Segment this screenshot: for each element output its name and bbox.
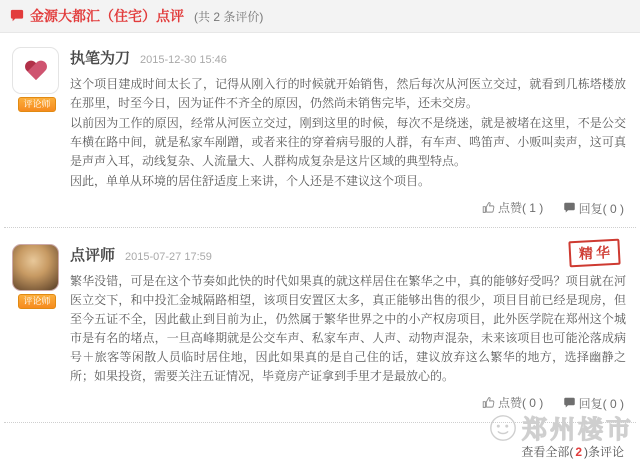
reply-button[interactable] (563, 395, 624, 412)
reviewer-username[interactable]: 点评师 (70, 247, 116, 264)
avatar[interactable] (12, 47, 59, 94)
reviewer-avatar-column (12, 47, 62, 112)
comment-bubble-icon (10, 9, 24, 23)
reply-label: 回复( 0 ) (578, 396, 624, 411)
watermark-text: 郑州楼市 (521, 416, 634, 444)
bottom-area (0, 416, 640, 468)
thumb-up-icon (482, 201, 495, 214)
like-label: 点赞( 1 ) (497, 201, 544, 215)
review-body (70, 272, 626, 386)
review-paragraph: 这个项目建成时间太长了，记得从刚入行的时候就开始销售，然后每次从河医立交过，就看到几栋塔楼放在那里，时至今日，因为证件不齐全的原因，仍然尚未销售完毕，还未交房。 (70, 77, 626, 110)
property-review-title[interactable]: 金源大都汇（住宅）点评 (30, 8, 184, 24)
essence-stamp-badge: 精华 (568, 239, 620, 268)
review-timestamp: 2015-12-30 15:46 (140, 54, 227, 66)
view-all-suffix: )条评论 (584, 445, 624, 459)
reply-label: 回复( 0 ) (578, 201, 624, 216)
review-divider (4, 227, 636, 228)
review-paragraph: 因此，单单从环境的居住舒适度上来讲，个人还是不建议这个项目。 (70, 174, 431, 188)
like-button[interactable] (482, 199, 543, 216)
reply-bubble-icon (563, 202, 576, 214)
review-section-header (0, 0, 640, 33)
review-item (0, 230, 640, 420)
review-body (70, 75, 626, 191)
view-all-comments-link[interactable] (14, 425, 626, 468)
review-paragraph: 繁华没错，可是在这个节奏如此快的时代如果真的就这样居住在繁华之中，真的能够好受吗？项目就在河医立交下，和中投汇金城隔路相望，该项目安置区太多，真正能够出售的很少，项目目前已经是现房，但至今五证不全，因此截止到目前为止，仍然属于繁华世界之中的小产权房项目，此外医学院在郑州这个城市是有名的堵点，一旦高峰期就是公交车声、私家车声、人声、动物声混杂，未来该项目也可能沦落成病号＋旅客等闲散人员临时居住地，因此如果真的是自己住的话，建议放弃这么繁华的地方，选择幽静之所；如果投资，需要关注五证情况，毕竟房产证拿到手里才是最放心的。 (70, 274, 626, 383)
like-label: 点赞( 0 ) (497, 396, 544, 410)
review-timestamp: 2015-07-27 17:59 (125, 251, 212, 263)
bottom-divider (4, 422, 636, 423)
avatar[interactable] (12, 244, 59, 291)
reviewer-avatar-column (12, 244, 62, 309)
view-all-prefix: 查看全部( (521, 445, 574, 459)
reply-button[interactable] (563, 200, 624, 217)
review-item (0, 33, 640, 225)
view-all-count: 2 (575, 445, 582, 459)
reviewer-username[interactable]: 执笔为刀 (70, 50, 131, 67)
review-paragraph: 以前因为工作的原因，经常从河医立交过，刚到这里的时候，每次不是绕迷，就是被堵在这里，不是公交车横在路中间，就是私家车剐蹭，或者来往的穿着病号服的人群，有车声、鸣笛声、小贩叫卖声，这可真是声声入耳，动线复杂、人流量大、人群构成复杂是这片区域的典型特点。 (70, 116, 626, 168)
reviewer-role-badge: 评论师 (18, 294, 55, 309)
reviewer-role-badge: 评论师 (18, 97, 55, 112)
review-count: (共 2 条评价) (194, 9, 264, 24)
thumb-up-icon (482, 396, 495, 409)
like-button[interactable] (482, 394, 543, 411)
reply-bubble-icon (563, 397, 576, 409)
heart-logo-icon (24, 61, 48, 82)
